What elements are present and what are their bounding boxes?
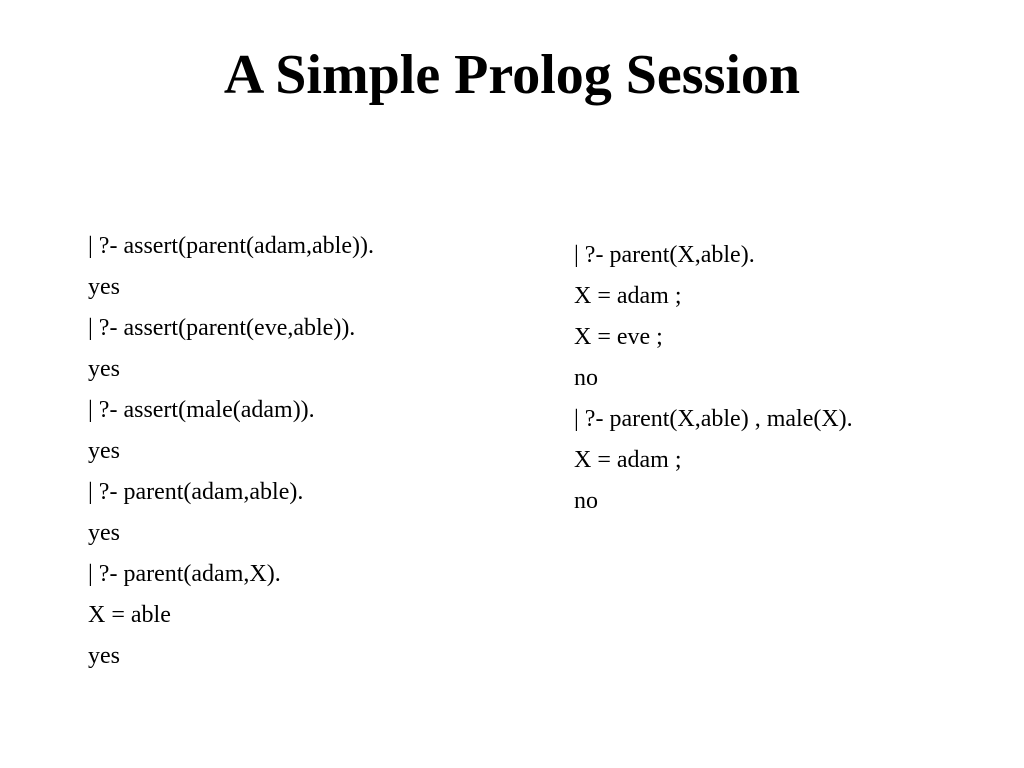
session-line: | ?- assert(parent(adam,able)).: [88, 233, 374, 259]
session-line: yes: [88, 274, 120, 300]
session-transcript-right: [574, 235, 994, 522]
session-line: X = able: [88, 602, 171, 628]
session-transcript-left: [88, 226, 528, 677]
session-line: X = eve ;: [574, 324, 663, 350]
session-line: | ?- assert(parent(eve,able)).: [88, 315, 356, 341]
session-line: yes: [88, 438, 120, 464]
session-line: no: [574, 365, 598, 391]
session-line: no: [574, 488, 598, 514]
session-line: | ?- parent(X,able).: [574, 242, 755, 268]
session-line: yes: [88, 356, 120, 382]
session-line: | ?- parent(adam,able).: [88, 479, 304, 505]
session-line: yes: [88, 643, 120, 669]
session-line: | ?- assert(male(adam)).: [88, 397, 315, 423]
session-line: X = adam ;: [574, 283, 682, 309]
session-line: yes: [88, 520, 120, 546]
session-line: | ?- parent(adam,X).: [88, 561, 281, 587]
session-line: X = adam ;: [574, 447, 682, 473]
slide-title: A Simple Prolog Session: [223, 44, 801, 106]
session-line: | ?- parent(X,able) , male(X).: [574, 406, 853, 432]
